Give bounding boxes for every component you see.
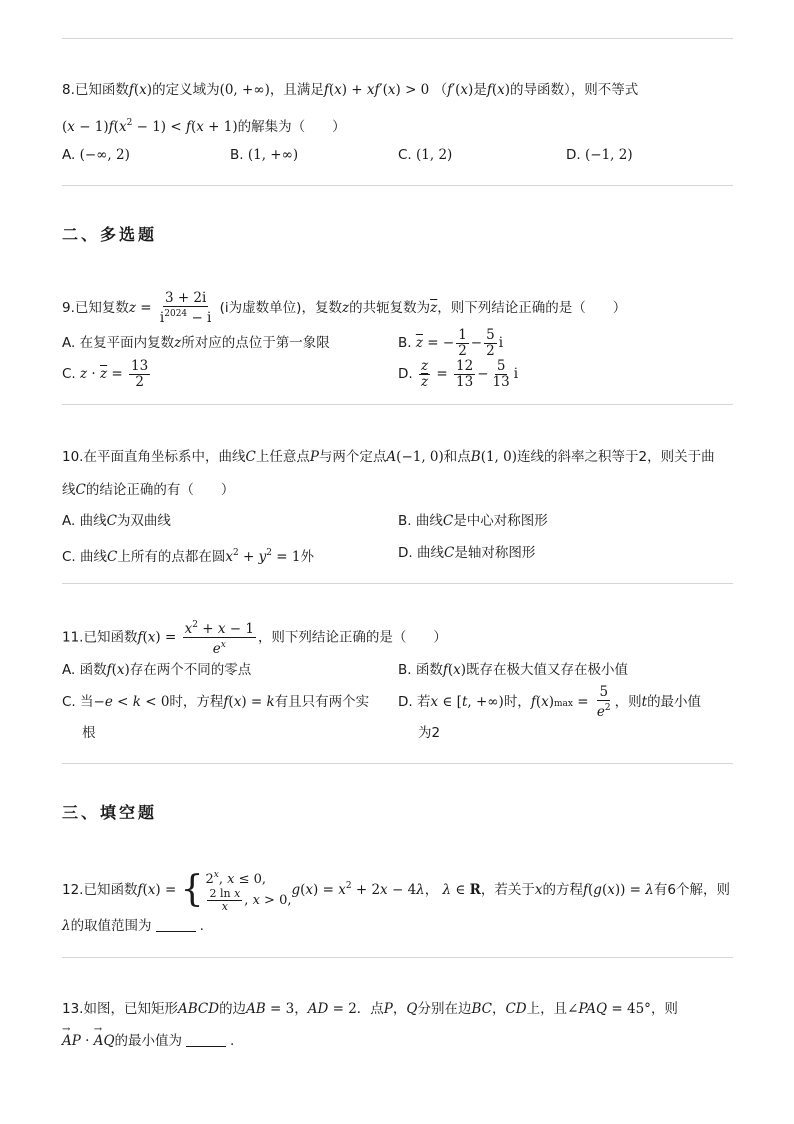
q10-option-d[interactable]: D. 曲线C是轴对称图形 <box>398 545 536 561</box>
q10-option-c[interactable]: C. 曲线C上所有的点都在圆$x^2 + y^2 = 1$外 <box>62 548 314 565</box>
q13-line2: → AP · → AQ的最小值为 . <box>62 1031 234 1051</box>
q11-option-c[interactable]: C. 当−e < k < 0时，方程f(x) = k有且只有两个实 <box>62 694 370 710</box>
q9-option-b[interactable]: B. $\overline{z}$ = − $\frac{1}{2}$ − $\frac{5}{2}$ i <box>398 326 504 359</box>
q9-stem: 9.已知复数z = $\frac{3 + 2i}{i^{2024} - i}$ (i为虚数单位)，复数z的共轭复数为$\overline{z}$，则下列结论正确的是（ ） <box>62 289 627 326</box>
q8-line2: $(x - 1)f(x^2 - 1) < f(x + 1)$的解集为（ ） <box>62 118 346 135</box>
divider <box>62 583 733 584</box>
divider <box>62 185 733 186</box>
q9-option-d[interactable]: D. $\frac{z}{z}$ = $\frac{12}{13}$ − $\frac{5}{13}$ i <box>398 357 519 390</box>
divider <box>62 957 733 958</box>
q10-option-b[interactable]: B. 曲线C是中心对称图形 <box>398 513 548 529</box>
q11-option-a[interactable]: A. 函数f(x)存在两个不同的零点 <box>62 662 252 678</box>
divider <box>62 763 733 764</box>
q12-line2: λ的取值范围为 . <box>62 918 204 934</box>
q10-line1: 10.在平面直角坐标系中，曲线C上任意点P与两个定点A(−1, 0)和点B(1, 0)连线的斜率之积等于2，则关于曲 <box>62 449 715 465</box>
divider <box>62 404 733 405</box>
q9-option-a[interactable]: A. 在复平面内复数z所对应的点位于第一象限 <box>62 335 330 351</box>
answer-blank[interactable] <box>156 919 196 932</box>
section-title-multiple-choice: 二、多选题 <box>62 225 158 244</box>
answer-blank[interactable] <box>186 1034 226 1047</box>
q9-option-c[interactable]: C. $z \cdot \overline{z}$ = $\frac{13}{2}$ <box>62 357 149 390</box>
q12-line1: 12.已知函数f(x) = { 2$^x$, x ≤ 0, $\frac{\text{2 ln x}}{x}$ , x > 0, $g(x) = x^2 + 2x - 4\lambda$， λ ∈ R，若关于x的方程f(g(x)) = λ有6个解，则 <box>62 869 730 913</box>
q8-option-d[interactable]: D. (−1, 2) <box>566 147 633 163</box>
q11-option-d-line2: 为2 <box>418 725 441 741</box>
q10-line2: 线C的结论正确的有（ ） <box>62 482 235 498</box>
q8-option-c[interactable]: C. (1, 2) <box>398 147 453 163</box>
q10-option-a[interactable]: A. 曲线C为双曲线 <box>62 513 171 529</box>
q11-stem: 11.已知函数f(x) = $\frac{x^2 + x - 1}{e^x}$ ，则下列结论正确的是（ ） <box>62 620 447 657</box>
divider-top <box>62 38 733 39</box>
section-title-fill-in: 三、填空题 <box>62 803 158 822</box>
q8-option-a[interactable]: A. (−∞, 2) <box>62 147 130 163</box>
q11-option-b[interactable]: B. 函数f(x)既存在极大值又存在极小值 <box>398 662 629 678</box>
q11-option-c-line2: 根 <box>82 725 96 741</box>
q8-option-b[interactable]: B. (1, +∞) <box>230 147 299 163</box>
q13-line1: 13.如图，已知矩形ABCD的边AB = 3，AD = 2．点P，Q分别在边BC，CD上，且∠PAQ = 45°，则 <box>62 1001 678 1017</box>
q11-option-d[interactable]: D. 若x ∈ [t, +∞)时，f(x)max = $\frac{5}{e^2}$ ，则t的最小值 <box>398 683 702 720</box>
q8-line1: 8.已知函数f(x)的定义域为(0, +∞)，且满足f(x) + xf′(x) > 0 （f′(x)是f(x)的导函数），则不等式 <box>62 82 639 98</box>
